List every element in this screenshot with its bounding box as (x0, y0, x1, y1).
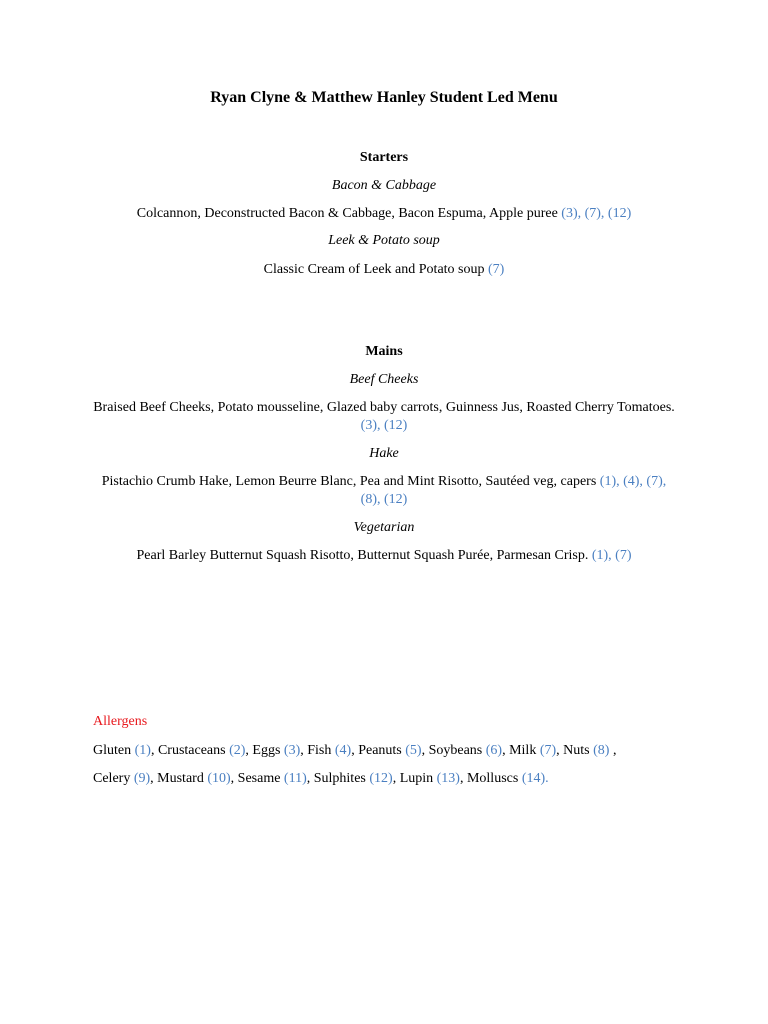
allergen-item: Crustaceans (2), (157, 743, 249, 758)
dish-description-leek-potato-soup (92, 261, 676, 279)
dish-description-beef-cheeks (92, 399, 676, 435)
dish-name-hake: Hake (369, 446, 399, 461)
dish-description-text: Pistachio Crumb Hake, Lemon Beurre Blanc, Pea and Mint Risotto, Sautéed veg, capers (101, 474, 597, 489)
dish-allergen-codes: (3), (7), (12) (561, 206, 632, 221)
dish-name-beef-cheeks: Beef Cheeks (349, 372, 419, 387)
allergens-line-1 (93, 742, 616, 760)
allergen-item: Milk (7), (509, 743, 560, 758)
allergen-item: Sulphites (12), (313, 771, 397, 786)
dish-allergen-codes: (1), (4), (7), (8), (12) (360, 474, 667, 507)
dish-description-vegetarian (92, 547, 676, 565)
dish-allergen-codes: (7) (488, 262, 505, 277)
dish-description-text: Braised Beef Cheeks, Potato mousseline, Glazed baby carrots, Guinness Jus, Roasted Cherry Tomatoes. (93, 400, 675, 415)
mains-heading: Mains (365, 344, 403, 359)
dish-name-vegetarian: Vegetarian (353, 520, 415, 535)
dish-description-text: Classic Cream of Leek and Potato soup (263, 262, 485, 277)
allergen-item: Soybeans (6), (428, 743, 506, 758)
allergen-item: Mustard (10), (157, 771, 235, 786)
allergen-item: Peanuts (5), (358, 743, 426, 758)
starters-heading: Starters (359, 150, 409, 165)
allergen-item: Lupin (13), (399, 771, 464, 786)
allergen-item: Eggs (3), (252, 743, 304, 758)
dish-description-bacon-cabbage (92, 205, 676, 223)
allergen-item: Fish (4), (307, 743, 355, 758)
page-title: Ryan Clyne & Matthew Hanley Student Led Menu (210, 89, 558, 106)
allergens-line-2 (93, 770, 549, 788)
dish-description-text: Colcannon, Deconstructed Bacon & Cabbage, Bacon Espuma, Apple puree (136, 206, 558, 221)
dish-description-hake (92, 473, 676, 509)
allergen-item: Nuts (8) , (563, 743, 617, 758)
allergen-item: Molluscs (14). (466, 771, 549, 786)
dish-name-leek-potato-soup: Leek & Potato soup (328, 233, 440, 248)
dish-description-text: Pearl Barley Butternut Squash Risotto, Butternut Squash Purée, Parmesan Crisp. (136, 548, 589, 563)
allergens-heading: Allergens (93, 714, 148, 729)
dish-allergen-codes: (3), (12) (360, 418, 408, 433)
dish-allergen-codes: (1), (7) (591, 548, 632, 563)
dish-name-bacon-cabbage: Bacon & Cabbage (331, 178, 437, 193)
allergen-item: Celery (9), (93, 771, 154, 786)
allergen-item: Gluten (1), (93, 743, 155, 758)
allergen-item: Sesame (11), (237, 771, 311, 786)
